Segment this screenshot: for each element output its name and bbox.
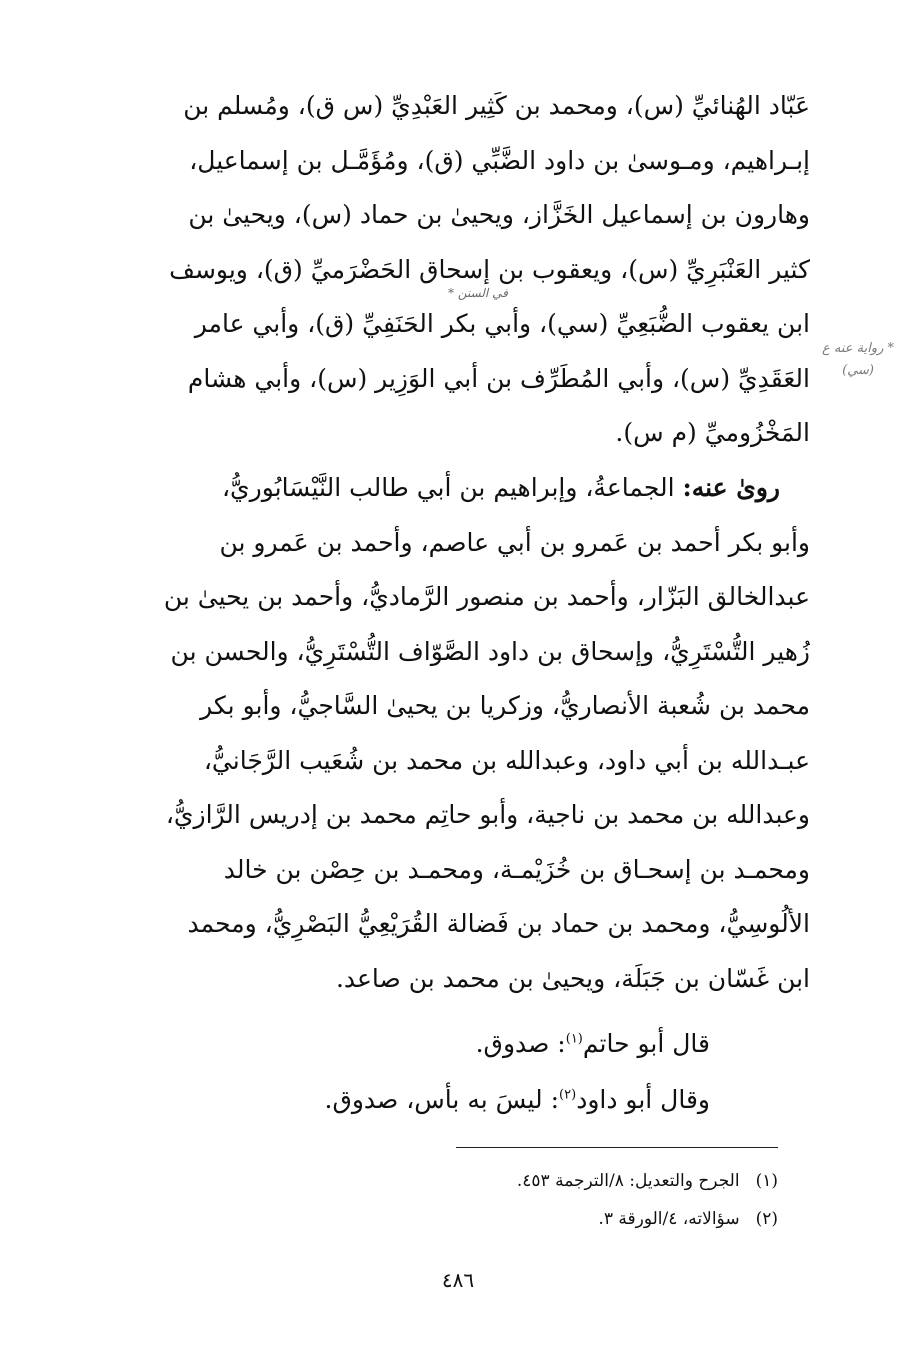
text-line [104, 461, 810, 516]
footnote-text: سؤالاته، ٤/الورقة ٣. [598, 1209, 740, 1229]
text-line: كثير العَنْبَرِيِّ (س)، ويعقوب بن إسحاق الحَضْرَميِّ (ق)، ويوسف [169, 254, 810, 284]
quote-speaker: قال أبو حاتم [582, 1029, 710, 1058]
handwritten-interlinear-note: في السنن * [448, 286, 508, 300]
footnote-reference[interactable]: (٢) [559, 1087, 577, 1103]
text-line: إبـراهيم، ومـوسىٰ بن داود الضَّبِّي (ق)، ومُؤَمَّـل بن إسماعيل، [189, 145, 810, 175]
quote-text: : صدوق. [475, 1029, 566, 1058]
footnote-number: (١) [755, 1171, 778, 1191]
handwritten-margin-note: * رواية عنه ع (سي) [821, 341, 895, 378]
quote-speaker: وقال أبو داود [576, 1085, 710, 1114]
text-line: عبدالخالق البَزّار، وأحمد بن منصور الرَّماديُّ، وأحمد بن يحيىٰ بن [163, 582, 810, 611]
footnote [517, 1168, 778, 1194]
text-line: ومحمـد بن إسحـاق بن خُزَيْمـة، ومحمـد بن حِصْن بن خالد [223, 854, 810, 884]
text-line: الألُوسِيُّ، ومحمد بن حماد بن فَضالة القُرَيْعِيُّ البَصْرِيُّ، ومحمد [187, 909, 810, 938]
footnote-divider [456, 1147, 778, 1148]
footnote-text: الجرح والتعديل: ٨/الترجمة ٤٥٣. [516, 1171, 740, 1191]
abu-dawud-quote [325, 1080, 711, 1120]
transmitters-paragraph [104, 461, 810, 1006]
page-number: ٤٨٦ [441, 1268, 475, 1292]
section-keyword: روىٰ عنه: [682, 473, 780, 502]
abu-hatim-quote [476, 1024, 710, 1064]
text-line: ابن غَسّان بن جَبَلَة، ويحيىٰ بن محمد بن صاعد. [335, 963, 810, 993]
text-line: وأبو بكر أحمد بن عَمرو بن أبي عاصم، وأحمد بن عَمرو بن [219, 527, 810, 557]
text-line: وهارون بن إسماعيل الخَزَّاز، ويحيىٰ بن حماد (س)، ويحيىٰ بن [188, 200, 810, 229]
text-line: زُهير التُّسْتَرِيُّ، وإسحاق بن داود الصَّوّاف التُّسْتَرِيُّ، والحسن بن [170, 636, 810, 666]
text-line: عَبّاد الهُنائيِّ (س)، ومحمد بن كَثِير العَبْدِيِّ (س ق)، ومُسلم بن [183, 91, 810, 120]
narrators-paragraph [104, 79, 810, 461]
text-line: عبـدالله بن أبي داود، وعبدالله بن محمد بن شُعَيب الرَّجَانيُّ، [203, 745, 810, 775]
text-line: وعبدالله بن محمد بن ناجية، وأبو حاتِم محمد بن إدريس الرَّازيُّ، [165, 800, 810, 829]
footnote-reference[interactable]: (١) [565, 1031, 583, 1047]
line-continuation: الجماعةُ، وإبراهيم بن أبي طالب النَّيْسَابُوريُّ، [221, 473, 683, 502]
quote-text: : ليسَ به بأس، صدوق. [324, 1085, 560, 1114]
text-line: المَخْزُوميِّ (م س). [615, 418, 810, 447]
text-line: محمد بن شُعبة الأنصاريُّ، وزكريا بن يحيىٰ السَّاجيُّ، وأبو بكر [200, 691, 810, 720]
text-line: ابن يعقوب الضُّبَعِيِّ (سي)، وأبي بكر الحَنَفِيِّ (ق)، وأبي عامر [194, 309, 810, 338]
footnote [598, 1206, 778, 1232]
footnote-number: (٢) [755, 1209, 778, 1229]
text-line: العَقَدِيِّ (س)، وأبي المُطَرِّف بن أبي الوَزِير (س)، وأبي هشام [187, 363, 810, 393]
